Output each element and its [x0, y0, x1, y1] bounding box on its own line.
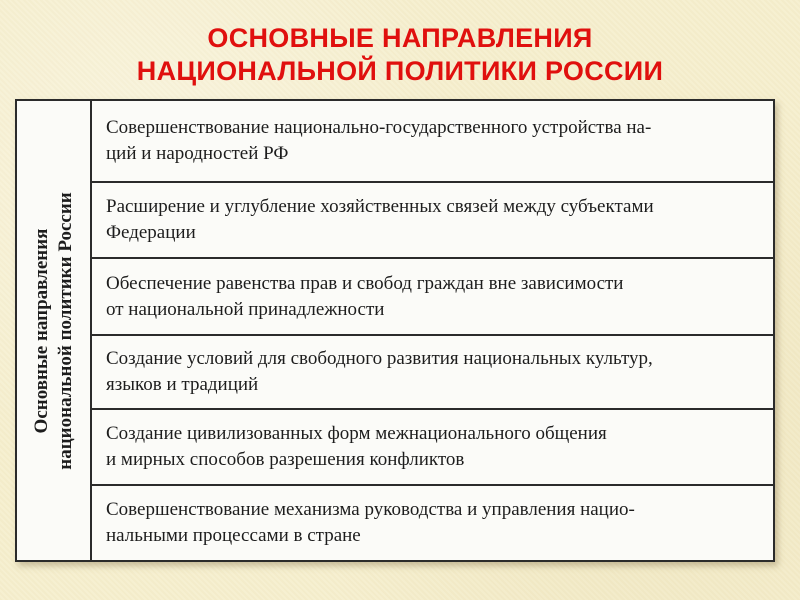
table-row	[92, 334, 773, 408]
table-row-text	[106, 346, 653, 398]
table-row-line-1: Расширение и углубление хозяйственных связей между субъектами	[106, 196, 654, 217]
table-row-line-1: Создание цивилизованных форм межнационального общения	[106, 423, 607, 444]
table-row-text	[106, 497, 635, 549]
side-header-line-2: национальной политики России	[54, 191, 76, 470]
table-row-text	[106, 421, 607, 473]
table-row-line-1: Обеспечение равенства прав и свобод граждан вне зависимости	[106, 272, 624, 294]
table-row	[92, 257, 773, 334]
table-row-text	[106, 115, 651, 167]
table-row-line-2: и мирных способов разрешения конфликтов	[106, 449, 465, 470]
table-row	[92, 181, 773, 257]
table-row-line-2: языков и традиций	[106, 374, 259, 395]
slide-title-line-2: НАЦИОНАЛЬНОЙ ПОЛИТИКИ РОССИИ	[136, 56, 664, 86]
table-row-text	[106, 271, 623, 323]
table-row-line-2: нальными процессами в стране	[106, 525, 361, 546]
slide-title-line-1: ОСНОВНЫЕ НАПРАВЛЕНИЯ	[207, 23, 593, 53]
table-row-line-1: Создание условий для свободного развития национальных культур,	[106, 348, 653, 369]
table-rows	[92, 101, 773, 560]
table-row-text	[106, 194, 654, 246]
table-row	[92, 484, 773, 560]
table-row-line-1: Совершенствование механизма руководства и управления нацио-	[106, 499, 635, 520]
table-row	[92, 101, 773, 181]
table-row-line-1: Совершенствование национально-государственного устройства на-	[106, 117, 652, 138]
table-row-line-2: ций и народностей РФ	[106, 143, 289, 164]
slide-title	[0, 22, 800, 88]
table-row-line-2: Федерации	[106, 222, 196, 243]
side-header-text	[30, 121, 78, 541]
side-header-cell	[17, 101, 92, 560]
table-row-line-2: от национальной принадлежности	[106, 298, 385, 320]
directions-table	[15, 99, 775, 562]
side-header-line-1: Основные направления	[30, 228, 52, 433]
table-row	[92, 408, 773, 484]
